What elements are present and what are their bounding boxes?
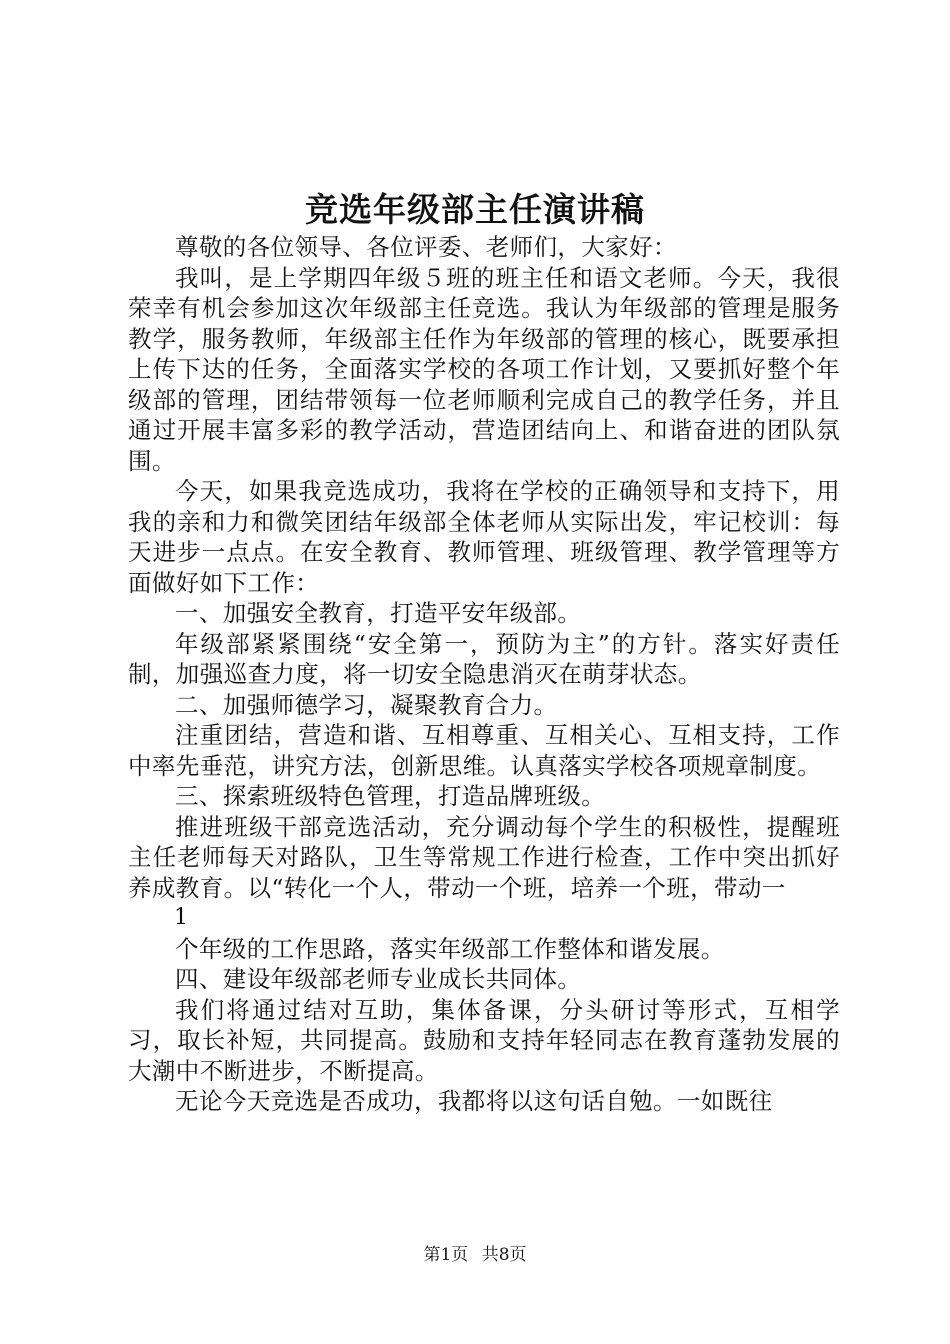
paragraph-community: 我们将通过结对互助，集体备课，分头研讨等形式，互相学习，取长补短，共同提高。鼓励和支持年轻同志在教育蓬勃发展的大潮中不断进步，不断提高。 — [128, 995, 840, 1085]
paragraph-grade-work: 个年级的工作思路，落实年级部工作整体和谐发展。 — [175, 934, 725, 963]
page-number-current: 第1页 — [423, 1245, 469, 1265]
paragraph-plan: 今天，如果我竞选成功，我将在学校的正确领导和支持下，用我的亲和力和微笑团结年级部全体老师从实际出发，牢记校训：每天进步一点点。在安全教育、教师管理、班级管理、教学管理等方面做好如下工作： — [128, 477, 840, 597]
paragraph-introduction: 我叫，是上学期四年级５班的班主任和语文老师。今天，我很荣幸有机会参加这次年级部主任竞选。我认为年级部的管理是服务教学，服务教师，年级部主任作为年级部的管理的核心，既要承担上传下达的任务，全面落实学校的各项工作计划，又要抓好整个年级部的管理，团结带领每一位老师顺利完成自己的教学任务，并且通过开展丰富多彩的教学活动，营造团结向上、和谐奋进的团队氛围。 — [128, 263, 840, 475]
page-number-total: 共8页 — [481, 1245, 527, 1265]
section-heading-4: 四、建设年级部老师专业成长共同体。 — [175, 965, 582, 993]
document-title: 竞选年级部主任演讲稿 — [305, 190, 645, 229]
inline-page-marker: 1 — [174, 905, 188, 930]
paragraph-class-management: 推进班级干部竞选活动，充分调动每个学生的积极性，提醒班主任老师每天对路队，卫生等常规工作进行检查，工作中突出抓好养成教育。以“转化一个人，带动一个班，培养一个班，带动一 — [128, 812, 840, 902]
paragraph-ethics: 注重团结，营造和谐、互相尊重、互相关心、互相支持，工作中率先垂范，讲究方法，创新思维。认真落实学校各项规章制度。 — [128, 721, 840, 780]
section-heading-1: 一、加强安全教育，打造平安年级部。 — [175, 599, 582, 627]
document-body — [128, 232, 840, 1117]
section-heading-2: 二、加强师德学习，凝聚教育合力。 — [175, 690, 558, 719]
page-footer — [0, 1244, 950, 1266]
paragraph-safety: 年级部紧紧围绕“安全第一，预防为主”的方针。落实好责任制，加强巡查力度，将一切安全隐患消灭在萌芽状态。 — [128, 629, 840, 688]
paragraph-greeting: 尊敬的各位领导、各位评委、老师们，大家好： — [175, 233, 677, 261]
section-heading-3: 三、探索班级特色管理，打造品牌班级。 — [175, 782, 606, 810]
paragraph-closing: 无论今天竞选是否成功，我都将以这句话自勉。一如既往 — [175, 1087, 773, 1115]
